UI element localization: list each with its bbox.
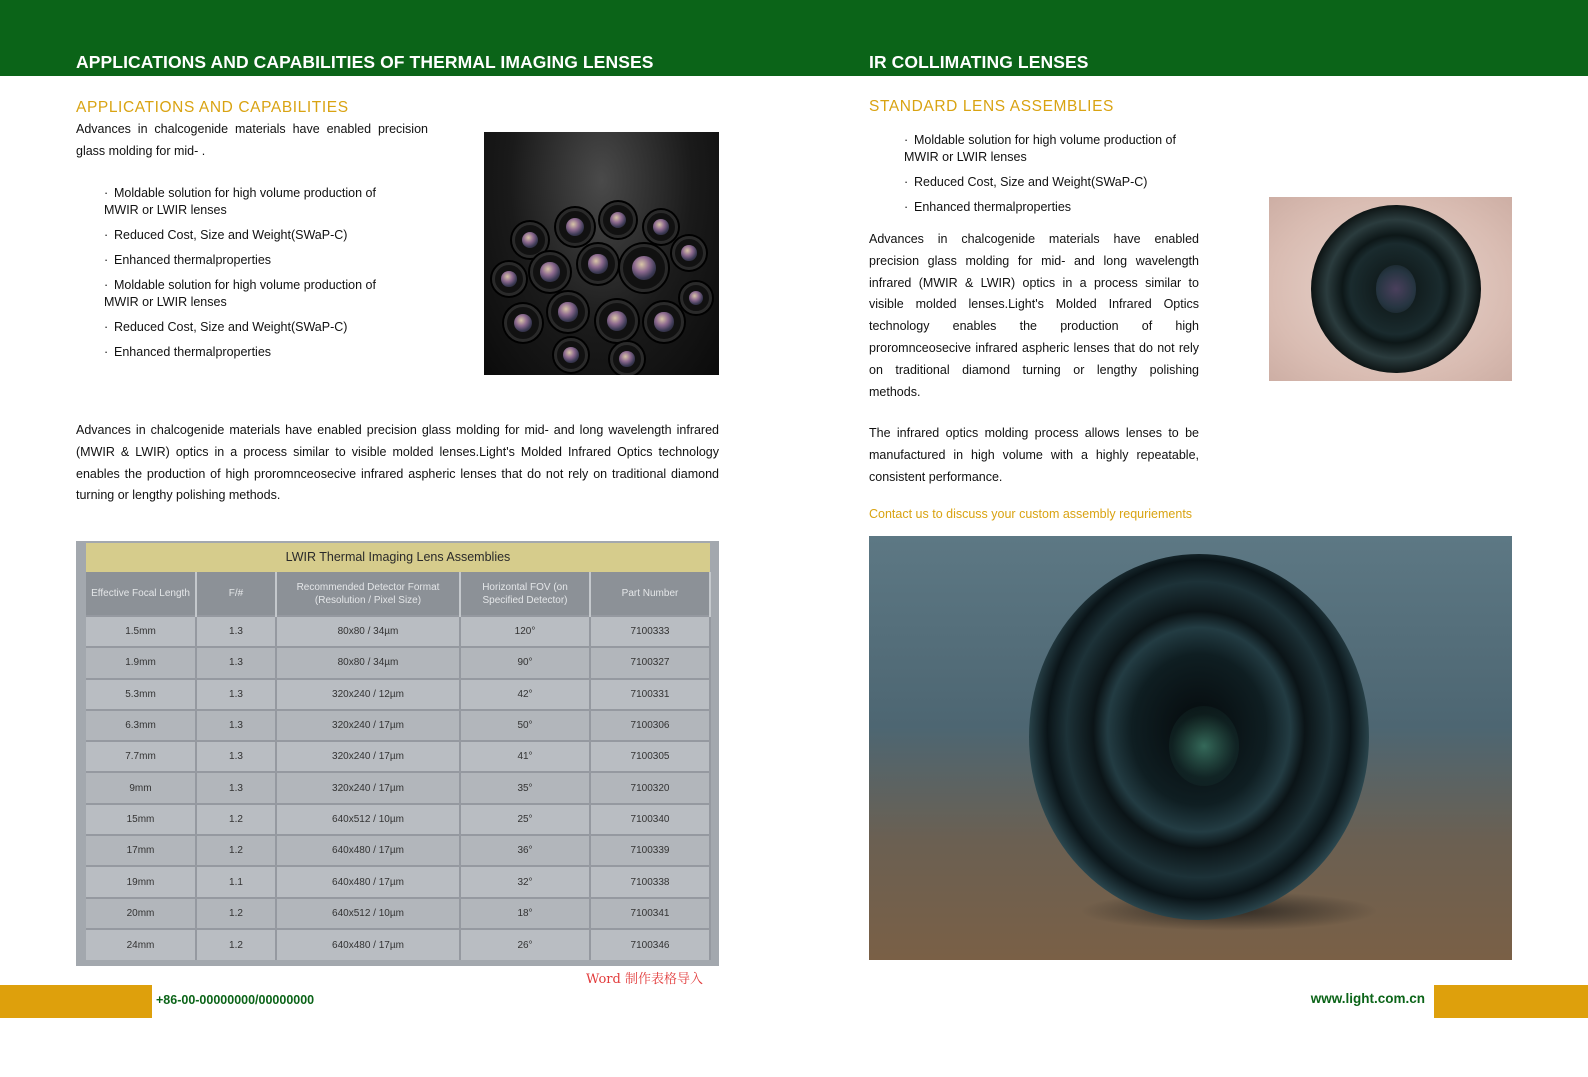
intro-paragraph: Advances in chalcogenide materials have enabled precision glass molding for mid- . — [76, 122, 428, 158]
table-row — [86, 804, 710, 835]
table-import-note: Word 制作表格导入 — [586, 972, 703, 987]
table-cell: 7100320 — [590, 772, 710, 803]
right-body-paragraph: Advances in chalcogenide materials have enabled precision glass molding for mid- and long wavelength infrared (MWIR & LWIR) optics in a process similar to visible molded lenses.Light's Molded Infrared Optics technology enables the production of high proromnceosecive infrared aspheric lenses that do not rely on traditional diamond turning or lengthy polishing methods. — [869, 232, 1199, 399]
footer-accent-right — [1434, 985, 1588, 1018]
table-cell: 1.9mm — [86, 647, 196, 678]
table-row — [86, 898, 710, 929]
table-cell: 9mm — [86, 772, 196, 803]
list-item: · Reduced Cost, Size and Weight(SWaP-C) — [904, 175, 1148, 189]
left-body-paragraph: Advances in chalcogenide materials have enabled precision glass molding for mid- and long wavelength infrared (MWIR & LWIR) optics in a process similar to visible molded lenses.Light's Molded Infrared Optics technology enables the production of high proromnceosecive infrared aspheric lenses that do not rely on traditional diamond turning or lengthy polishing methods. — [76, 423, 719, 503]
list-item: · Moldable solution for high volume production of MWIR or LWIR lenses — [104, 186, 376, 217]
table-cell: 1.5mm — [86, 616, 196, 647]
table-cell: 24mm — [86, 929, 196, 960]
bullet-dot-icon: · — [904, 133, 909, 147]
table-row — [86, 835, 710, 866]
footer-accent-left — [0, 985, 152, 1018]
lwir-table-image — [76, 541, 719, 966]
table-header-row — [86, 572, 710, 616]
table-cell: 1.3 — [196, 772, 276, 803]
left-page-title: APPLICATIONS AND CAPABILITIES OF THERMAL IMAGING LENSES — [76, 52, 654, 72]
table-cell: 20mm — [86, 898, 196, 929]
left-bullet-list — [104, 185, 394, 369]
table-cell: 7100333 — [590, 616, 710, 647]
table-row — [86, 616, 710, 647]
right-molding-paragraph: The infrared optics molding process allows lenses to be manufactured in high volume with a highly repeatable, consistent performance. — [869, 426, 1199, 484]
list-item: · Moldable solution for high volume production of MWIR or LWIR lenses — [904, 133, 1176, 164]
table-title: LWIR Thermal Imaging Lens Assemblies — [86, 543, 710, 572]
header-cell: Part Number — [590, 572, 710, 616]
table-cell: 7100327 — [590, 647, 710, 678]
table-cell: 1.3 — [196, 616, 276, 647]
table-cell: 640x480 / 17µm — [276, 835, 460, 866]
table-row — [86, 929, 710, 960]
table-cell: 41° — [460, 741, 590, 772]
table-cell: 320x240 / 17µm — [276, 772, 460, 803]
table-row — [86, 679, 710, 710]
table-cell: 50° — [460, 710, 590, 741]
table-row — [86, 710, 710, 741]
table-cell: 1.2 — [196, 898, 276, 929]
table-cell: 7100346 — [590, 929, 710, 960]
table-cell: 7100341 — [590, 898, 710, 929]
website-link[interactable]: www.light.com.cn — [1310, 991, 1425, 1006]
table-cell: 35° — [460, 772, 590, 803]
applications-subheading: APPLICATIONS AND CAPABILITIES — [76, 99, 349, 116]
bullet-dot-icon: · — [104, 253, 109, 267]
table-cell: 640x480 / 17µm — [276, 866, 460, 897]
table-row — [86, 772, 710, 803]
table-cell: 90° — [460, 647, 590, 678]
table-cell: 7100338 — [590, 866, 710, 897]
list-item: · Enhanced thermalproperties — [104, 345, 272, 359]
bullet-dot-icon: · — [104, 320, 109, 334]
bullet-dot-icon: · — [104, 345, 109, 359]
table-cell: 80x80 / 34µm — [276, 647, 460, 678]
phone-number: +86-00-00000000/00000000 — [156, 993, 315, 1007]
table-cell: 320x240 / 12µm — [276, 679, 460, 710]
standard-lens-subheading: STANDARD LENS ASSEMBLIES — [869, 98, 1114, 115]
table-cell: 320x240 / 17µm — [276, 741, 460, 772]
bullet-dot-icon: · — [904, 175, 909, 189]
bullet-dot-icon: · — [904, 200, 909, 214]
table-cell: 1.3 — [196, 741, 276, 772]
table-cell: 640x512 / 10µm — [276, 804, 460, 835]
table-cell: 1.2 — [196, 804, 276, 835]
list-item: · Moldable solution for high volume production of MWIR or LWIR lenses — [104, 278, 376, 309]
table-cell: 80x80 / 34µm — [276, 616, 460, 647]
table-cell: 7100306 — [590, 710, 710, 741]
list-item: · Reduced Cost, Size and Weight(SWaP-C) — [104, 228, 348, 242]
lwir-table — [86, 572, 711, 960]
table-cell: 1.3 — [196, 647, 276, 678]
table-cell: 120° — [460, 616, 590, 647]
list-item: · Enhanced thermalproperties — [104, 253, 272, 267]
table-cell: 320x240 / 17µm — [276, 710, 460, 741]
table-cell: 640x480 / 17µm — [276, 929, 460, 960]
table-cell: 1.3 — [196, 710, 276, 741]
camera-lens-photo — [869, 536, 1512, 960]
right-bullet-list — [904, 132, 1204, 224]
lens-cluster-photo — [484, 132, 719, 375]
table-cell: 26° — [460, 929, 590, 960]
bullet-dot-icon: · — [104, 228, 109, 242]
table-cell: 19mm — [86, 866, 196, 897]
table-cell: 1.3 — [196, 679, 276, 710]
table-cell: 36° — [460, 835, 590, 866]
header-cell: Recommended Detector Format (Resolution / Pixel Size) — [276, 572, 460, 616]
table-cell: 1.1 — [196, 866, 276, 897]
table-cell: 17mm — [86, 835, 196, 866]
table-cell: 25° — [460, 804, 590, 835]
table-cell: 640x512 / 10µm — [276, 898, 460, 929]
table-cell: 7.7mm — [86, 741, 196, 772]
contact-link[interactable]: Contact us to discuss your custom assembly requriements — [869, 507, 1193, 521]
table-cell: 7100305 — [590, 741, 710, 772]
header-cell: Effective Focal Length — [86, 572, 196, 616]
table-cell: 18° — [460, 898, 590, 929]
table-cell: 5.3mm — [86, 679, 196, 710]
list-item: · Enhanced thermalproperties — [904, 200, 1072, 214]
table-cell: 15mm — [86, 804, 196, 835]
bullet-dot-icon: · — [104, 278, 109, 292]
lens-on-pink-photo — [1269, 197, 1512, 381]
table-cell: 7100339 — [590, 835, 710, 866]
bullet-dot-icon: · — [104, 186, 109, 200]
header-cell: Horizontal FOV (on Specified Detector) — [460, 572, 590, 616]
table-cell: 6.3mm — [86, 710, 196, 741]
table-cell: 42° — [460, 679, 590, 710]
header-cell: F/# — [196, 572, 276, 616]
table-cell: 1.2 — [196, 929, 276, 960]
table-row — [86, 866, 710, 897]
table-cell: 7100331 — [590, 679, 710, 710]
table-cell: 32° — [460, 866, 590, 897]
table-cell: 7100340 — [590, 804, 710, 835]
table-row — [86, 647, 710, 678]
table-row — [86, 741, 710, 772]
list-item: · Reduced Cost, Size and Weight(SWaP-C) — [104, 320, 348, 334]
table-cell: 1.2 — [196, 835, 276, 866]
right-page-title: IR COLLIMATING LENSES — [869, 52, 1089, 72]
